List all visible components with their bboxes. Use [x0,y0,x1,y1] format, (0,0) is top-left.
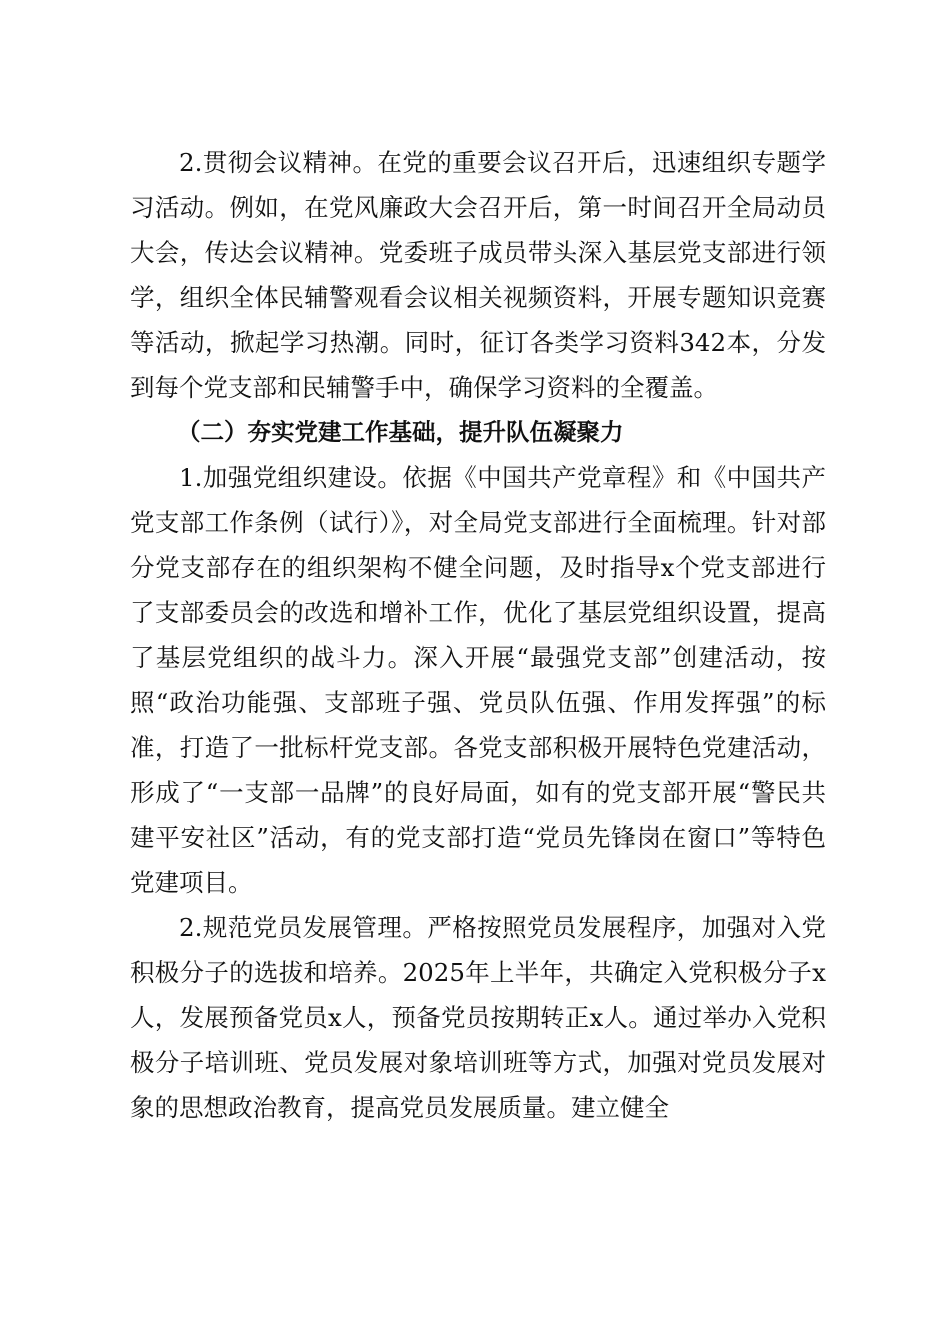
paragraph-member-development: 2.规范党员发展管理。严格按照党员发展程序，加强对入党积极分子的选拔和培养。2025年上半年，共确定入党积极分子x人，发展预备党员x人，预备党员按期转正x人。通过举办入党积极分子培训班、党员发展对象培训班等方式，加强对党员发展对象的思想政治教育，提高党员发展质量。建立健全 [130,913,826,1122]
document-body [130,140,826,1130]
paragraph-party-organization: 1.加强党组织建设。依据《中国共产党章程》和《中国共产党支部工作条例（试行）》，对全局党支部进行全面梳理。针对部分党支部存在的组织架构不健全问题，及时指导x个党支部进行了支部委员会的改选和增补工作，优化了基层党组织设置，提高了基层党组织的战斗力。深入开展“最强党支部”创建活动，按照“政治功能强、支部班子强、党员队伍强、作用发挥强”的标准，打造了一批标杆党支部。各党支部积极开展特色党建活动，形成了“一支部一品牌”的良好局面，如有的党支部开展“警民共建平安社区”活动，有的党支部打造“党员先锋岗在窗口”等特色党建项目。 [130,463,826,897]
section-heading-2: （二）夯实党建工作基础，提升队伍凝聚力 [177,418,624,446]
paragraph-implement-meeting-spirit: 2.贯彻会议精神。在党的重要会议召开后，迅速组织专题学习活动。例如，在党风廉政大会召开后，第一时间召开全局动员大会，传达会议精神。党委班子成员带头深入基层党支部进行领学，组织全体民辅警观看会议相关视频资料，开展专题知识竞赛等活动，掀起学习热潮。同时，征订各类学习资料342本，分发到每个党支部和民辅警手中，确保学习资料的全覆盖。 [130,148,826,402]
